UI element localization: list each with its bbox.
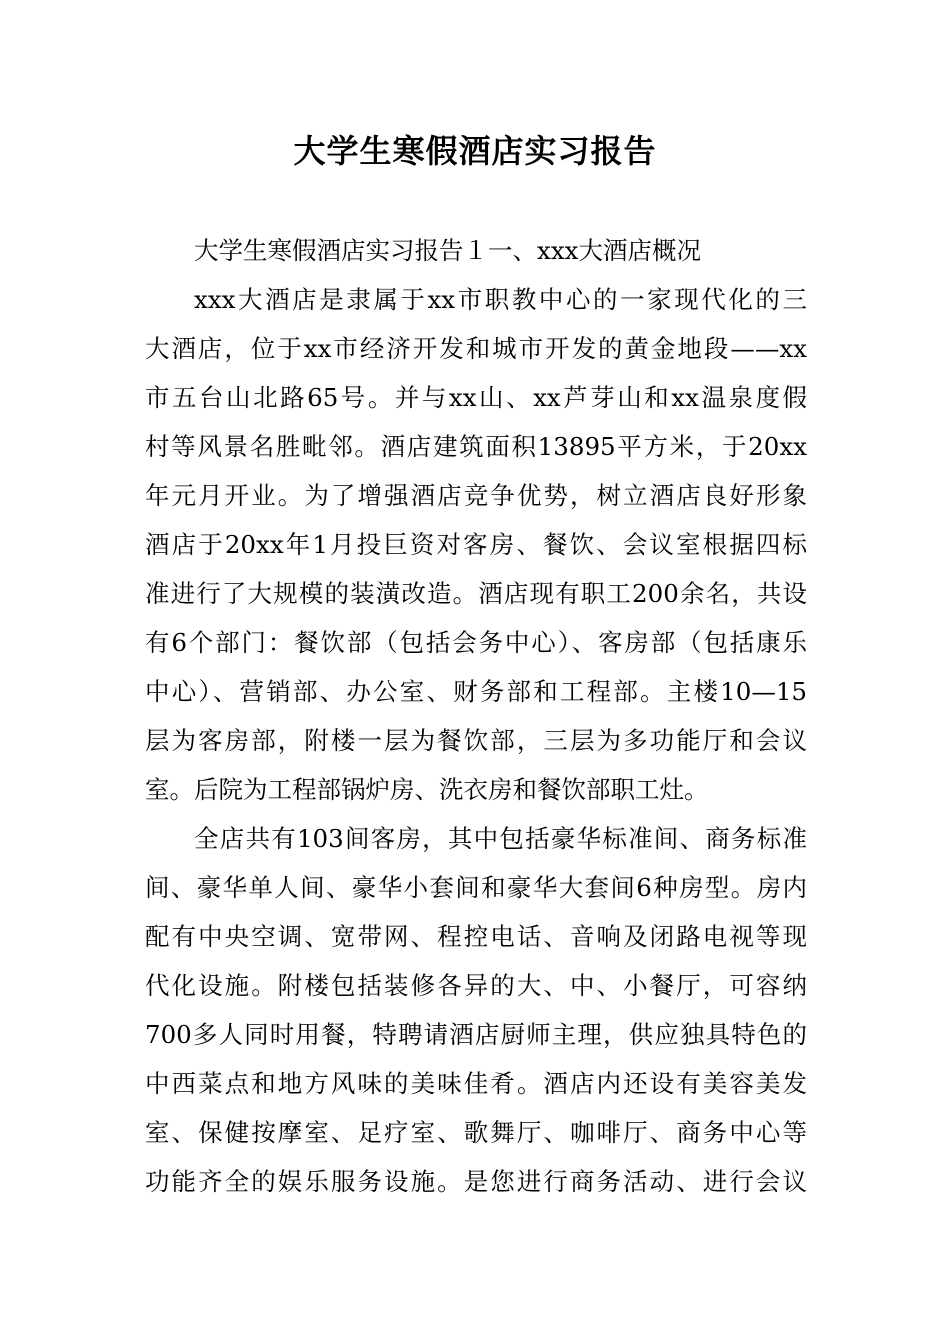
text-line: 功能齐全的娱乐服务设施。是您进行商务活动、进行会议 [145, 1167, 807, 1196]
text-line: 室。后院为工程部锅炉房、洗衣房和餐饮部职工灶。 [145, 775, 709, 804]
paragraph-3 [145, 814, 807, 1206]
text-line: 全店共有103间客房，其中包括豪华标准间、商务标准 [194, 824, 807, 853]
text-line: 代化设施。附楼包括装修各异的大、中、小餐厅，可容纳 [145, 971, 807, 1000]
text-line: 700多人同时用餐，特聘请酒店厨师主理，供应独具特色的 [145, 1020, 807, 1049]
text-line: 室、保健按摩室、足疗室、歌舞厅、咖啡厅、商务中心等 [145, 1118, 807, 1147]
text-line: 间、豪华单人间、豪华小套间和豪华大套间6种房型。房内 [145, 873, 807, 902]
text-line: 市五台山北路65号。并与xx山、xx芦芽山和xx温泉度假 [145, 383, 807, 412]
text-line: 配有中央空调、宽带网、程控电话、音响及闭路电视等现 [145, 922, 807, 951]
text-line: 年元月开业。为了增强酒店竞争优势，树立酒店良好形象 [145, 481, 807, 510]
text-line: 村等风景名胜毗邻。酒店建筑面积13895平方米，于20xx [145, 432, 807, 461]
text-line: 大酒店，位于xx市经济开发和城市开发的黄金地段——xx [145, 334, 807, 363]
document-body [145, 226, 807, 1206]
text-line: 有6个部门：餐饮部（包括会务中心）、客房部（包括康乐 [145, 628, 807, 657]
text-line: 中心）、营销部、办公室、财务部和工程部。主楼10—15 [145, 677, 807, 706]
text-line: 准进行了大规模的装潢改造。酒店现有职工200余名，共设 [145, 579, 807, 608]
text-line: xxx大酒店是隶属于xx市职教中心的一家现代化的三 [194, 285, 807, 314]
page-title: 大学生寒假酒店实习报告 [293, 132, 657, 170]
text-line: 层为客房部，附楼一层为餐饮部，三层为多功能厅和会议 [145, 726, 807, 755]
paragraph-1 [145, 226, 807, 275]
text-line: 中西菜点和地方风味的美味佳肴。酒店内还设有美容美发 [145, 1069, 807, 1098]
text-line: 大学生寒假酒店实习报告１一、xxx大酒店概况 [194, 236, 701, 265]
paragraph-2 [145, 275, 807, 814]
text-line: 酒店于20xx年1月投巨资对客房、餐饮、会议室根据四标 [145, 530, 807, 559]
